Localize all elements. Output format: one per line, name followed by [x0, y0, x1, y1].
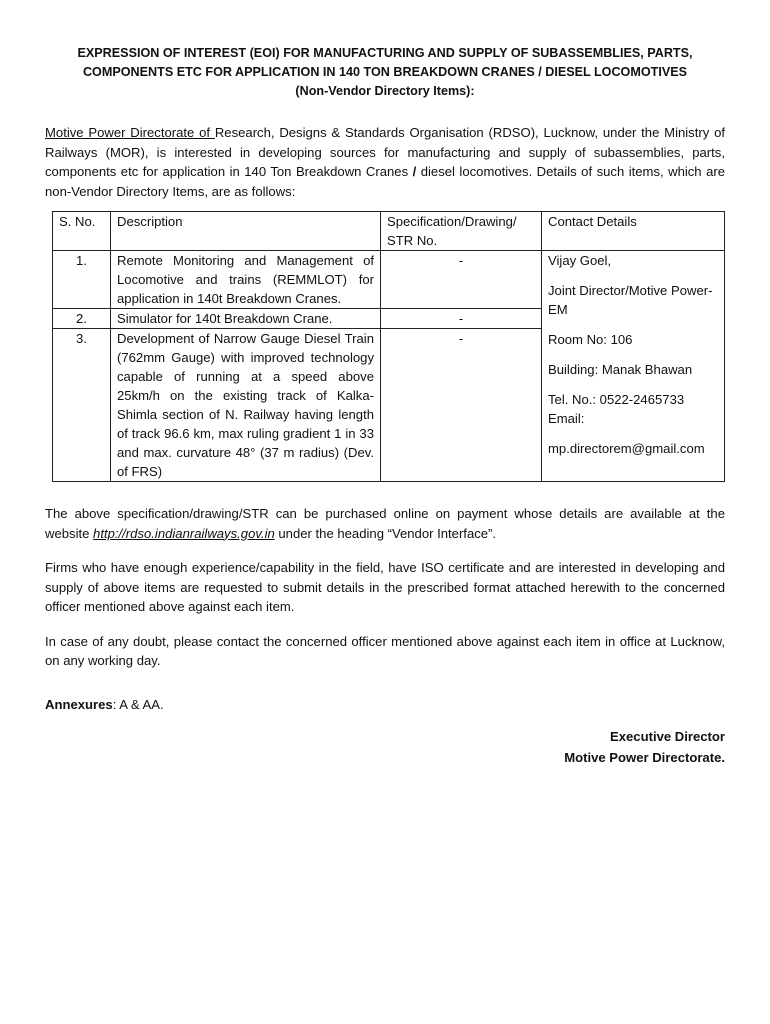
contact-name: Vijay Goel, — [548, 253, 612, 268]
header-specification: Specification/Drawing/ STR No. — [381, 212, 542, 251]
doubt-paragraph: In case of any doubt, please contact the concerned officer mentioned above against each item in office at Lucknow, on any working day. — [45, 633, 725, 668]
purchase-paragraph — [45, 504, 725, 543]
row-3-spec: - — [381, 329, 542, 482]
intro-text-b: diesel locomotives. Details of such items, which are non-Vendor Directory Items, are as follows: — [45, 164, 725, 199]
row-1-sno: 1. — [53, 251, 111, 309]
intro-text-a: Research, Designs & Standards Organisation (RDSO), Lucknow, under the Ministry of Railways (MOR), is interested in developing sources for manufacturing and supply of subassemblies, parts, components etc for application in 140 Ton Breakdown Cranes — [45, 125, 725, 179]
signature-directorate: Motive Power Directorate. — [564, 749, 725, 765]
contact-tel: Tel. No.: 0522-2465733 — [548, 392, 685, 407]
header-sno: S. No. — [53, 212, 111, 251]
row-1-description: Remote Monitoring and Management of Locomotive and trains (REMMLOT) for application in 140t Breakdown Cranes. — [111, 251, 381, 309]
contact-details-cell — [542, 251, 725, 482]
annexures-label: Annexures — [45, 696, 113, 712]
items-table — [52, 211, 725, 482]
header-contact: Contact Details — [542, 212, 725, 251]
row-2-spec: - — [381, 309, 542, 329]
purchase-text-b: under the heading “Vendor Interface”. — [274, 525, 497, 541]
intro-paragraph — [45, 123, 725, 201]
row-1-spec: - — [381, 251, 542, 309]
signature-title: Executive Director — [610, 728, 725, 744]
table-header-row — [53, 212, 725, 251]
annexures-value: : A & AA. — [112, 696, 164, 712]
title-line-1: EXPRESSION OF INTEREST (EOI) FOR MANUFACTURING AND SUPPLY OF SUBASSEMBLIES, PARTS, — [77, 46, 693, 60]
title-line-3: (Non-Vendor Directory Items): — [295, 84, 475, 98]
row-2-sno: 2. — [53, 309, 111, 329]
intro-slash: / — [412, 164, 417, 179]
contact-designation: Joint Director/Motive Power-EM — [548, 283, 713, 317]
title-line-2: COMPONENTS ETC FOR APPLICATION IN 140 TON BREAKDOWN CRANES / DIESEL LOCOMOTIVES — [82, 65, 688, 79]
purchase-text-a: The above specification/drawing/STR can be purchased online on payment whose details are available at the website — [45, 506, 725, 541]
contact-building: Building: Manak Bhawan — [548, 362, 693, 377]
contact-room: Room No: 106 — [548, 332, 633, 347]
signature-block — [45, 726, 725, 768]
annexures — [45, 695, 725, 714]
row-3-description: Development of Narrow Gauge Diesel Train (762mm Gauge) with improved technology capable of running at a speed above 25km/h on the existing track of Kalka-Shimla section of N. Railway having length of track 96.6 km, max ruling gradient 1 in 33 and max. curvature 48° (37 m radius) (Dev. of FRS) — [111, 329, 381, 482]
row-2-description: Simulator for 140t Breakdown Crane. — [111, 309, 381, 329]
intro-underlined-text: Motive Power Directorate of — [45, 125, 215, 140]
row-3-sno: 3. — [53, 329, 111, 482]
table-row — [53, 251, 725, 309]
header-description: Description — [111, 212, 381, 251]
rdso-website-link[interactable]: http://rdso.indianrailways.gov.in — [93, 525, 275, 541]
contact-email-label: Email: — [548, 411, 585, 426]
contact-email: mp.directorem@gmail.com — [548, 441, 705, 456]
document-title — [45, 44, 725, 101]
firms-paragraph: Firms who have enough experience/capability in the field, have ISO certificate and are interested in developing and supply of above items are requested to submit details in the prescribed format attached herewith to the concerned officer mentioned above against each item. — [45, 560, 725, 614]
